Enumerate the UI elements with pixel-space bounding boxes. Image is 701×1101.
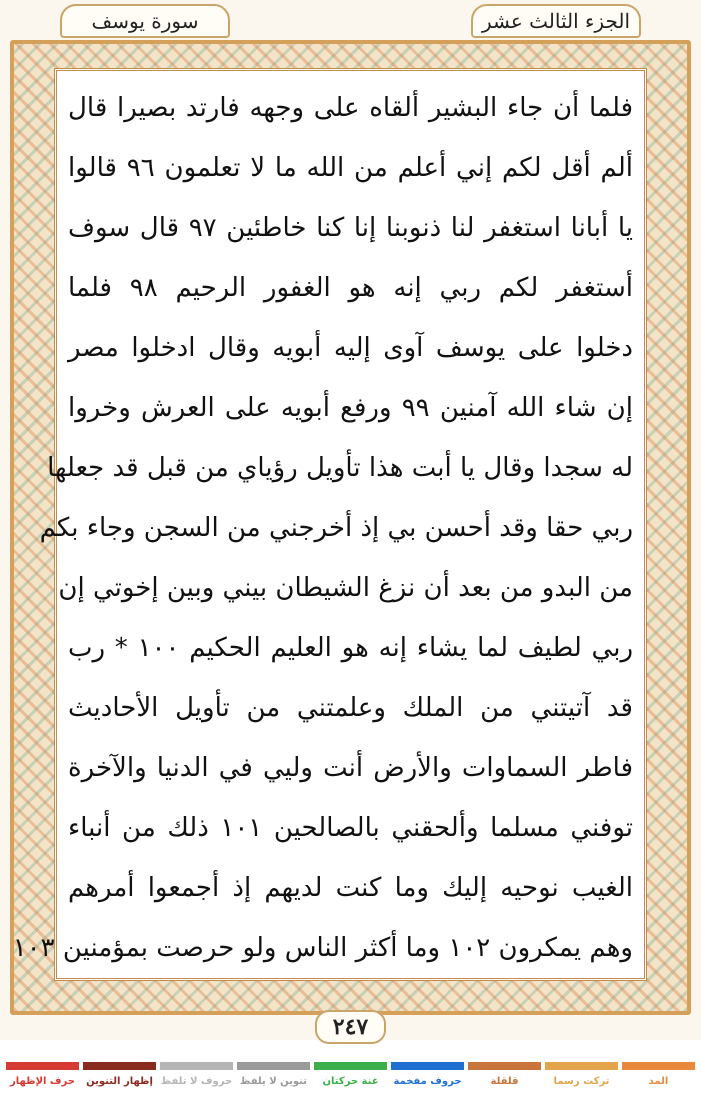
juz-title: الجزء الثالث عشر	[481, 9, 631, 33]
verse-line	[68, 138, 633, 198]
legend-label: قلقلة	[490, 1076, 519, 1087]
verse-line	[47, 438, 633, 498]
verse-line-text: ألم أقل لكم إني أعلم من الله ما لا تعلمون ٩٦ قالوا	[68, 153, 633, 183]
legend-labels	[4, 1076, 697, 1087]
verse-line-text: له سجدا وقال يا أبت هذا تأويل رؤياي من قبل قد جعلها	[47, 453, 633, 483]
verse-lines	[12, 78, 634, 978]
verse-line	[68, 258, 633, 318]
verse-line-text: من البدو من بعد أن نزغ الشيطان بيني وبين إخوتي إن	[58, 573, 633, 603]
verse-line-text: فاطر السماوات والأرض أنت وليي في الدنيا والآخرة	[68, 753, 633, 783]
verse-line	[68, 858, 633, 918]
verse-line	[58, 558, 633, 618]
juz-title-box	[471, 4, 641, 38]
verse-line-text: ربي لطيف لما يشاء إنه هو العليم الحكيم ١٠٠ * رب	[68, 633, 634, 663]
verse-line	[68, 618, 633, 678]
verse-line-text: يا أبانا استغفر لنا ذنوبنا إنا كنا خاطئين ٩٧ قال سوف	[68, 213, 633, 243]
page-number: ٢٤٧	[315, 1010, 386, 1044]
verse-line-text: دخلوا على يوسف آوى إليه أبويه وقال ادخلوا مصر	[68, 333, 633, 363]
legend-swatch	[314, 1062, 387, 1070]
legend-label: غنة حركتان	[322, 1076, 379, 1087]
legend-swatch	[391, 1062, 464, 1070]
verse-line	[12, 918, 633, 978]
verse-line	[68, 738, 633, 798]
page-number-area	[0, 1010, 701, 1044]
tajweed-legend	[0, 1062, 701, 1101]
verse-line-text: قد آتيتني من الملك وعلمتني من تأويل الأحاديث	[68, 693, 633, 723]
legend-label: تركت رسما	[553, 1076, 610, 1087]
legend-swatch	[160, 1062, 233, 1070]
legend-label: حروف مفخمة	[393, 1076, 462, 1087]
verse-line	[68, 198, 633, 258]
legend-swatch	[6, 1062, 79, 1070]
surah-title-box	[60, 4, 230, 38]
verse-line-text: الغيب نوحيه إليك وما كنت لديهم إذ أجمعوا أمرهم	[68, 873, 633, 903]
verse-line	[39, 498, 633, 558]
legend-swatches	[4, 1062, 697, 1070]
verse-line-text: ربي حقا وقد أحسن بي إذ أخرجني من السجن وجاء بكم	[39, 513, 633, 543]
legend-swatch	[622, 1062, 695, 1070]
legend-label: حروف لا تلفظ	[160, 1076, 233, 1087]
verse-line	[68, 318, 633, 378]
surah-title: سورة يوسف	[91, 9, 199, 33]
legend-label: المد	[648, 1076, 669, 1087]
legend-swatch	[468, 1062, 541, 1070]
verse-line-text: أستغفر لكم ربي إنه هو الغفور الرحيم ٩٨ فلما	[68, 273, 633, 303]
legend-label: تنوين لا يلفظ	[239, 1076, 307, 1087]
verse-line-text: إن شاء الله آمنين ٩٩ ورفع أبويه على العرش وخروا	[68, 393, 633, 423]
verse-line	[68, 678, 633, 738]
verse-line-text: وهم يمكرون ١٠٢ وما أكثر الناس ولو حرصت بمؤمنين ١٠٣	[12, 933, 633, 963]
verse-line-text: فلما أن جاء البشير ألقاه على وجهه فارتد بصيرا قال	[68, 93, 633, 123]
verse-line-text: توفني مسلما وألحقني بالصالحين ١٠١ ذلك من أنباء	[68, 813, 633, 843]
verse-line	[68, 78, 633, 138]
legend-swatch	[83, 1062, 156, 1070]
legend-swatch	[545, 1062, 618, 1070]
legend-label: حرف الإظهار	[10, 1076, 75, 1087]
verse-line	[68, 378, 633, 438]
verse-line	[68, 798, 633, 858]
legend-label: إظهار التنوين	[86, 1076, 153, 1087]
legend-swatch	[237, 1062, 310, 1070]
